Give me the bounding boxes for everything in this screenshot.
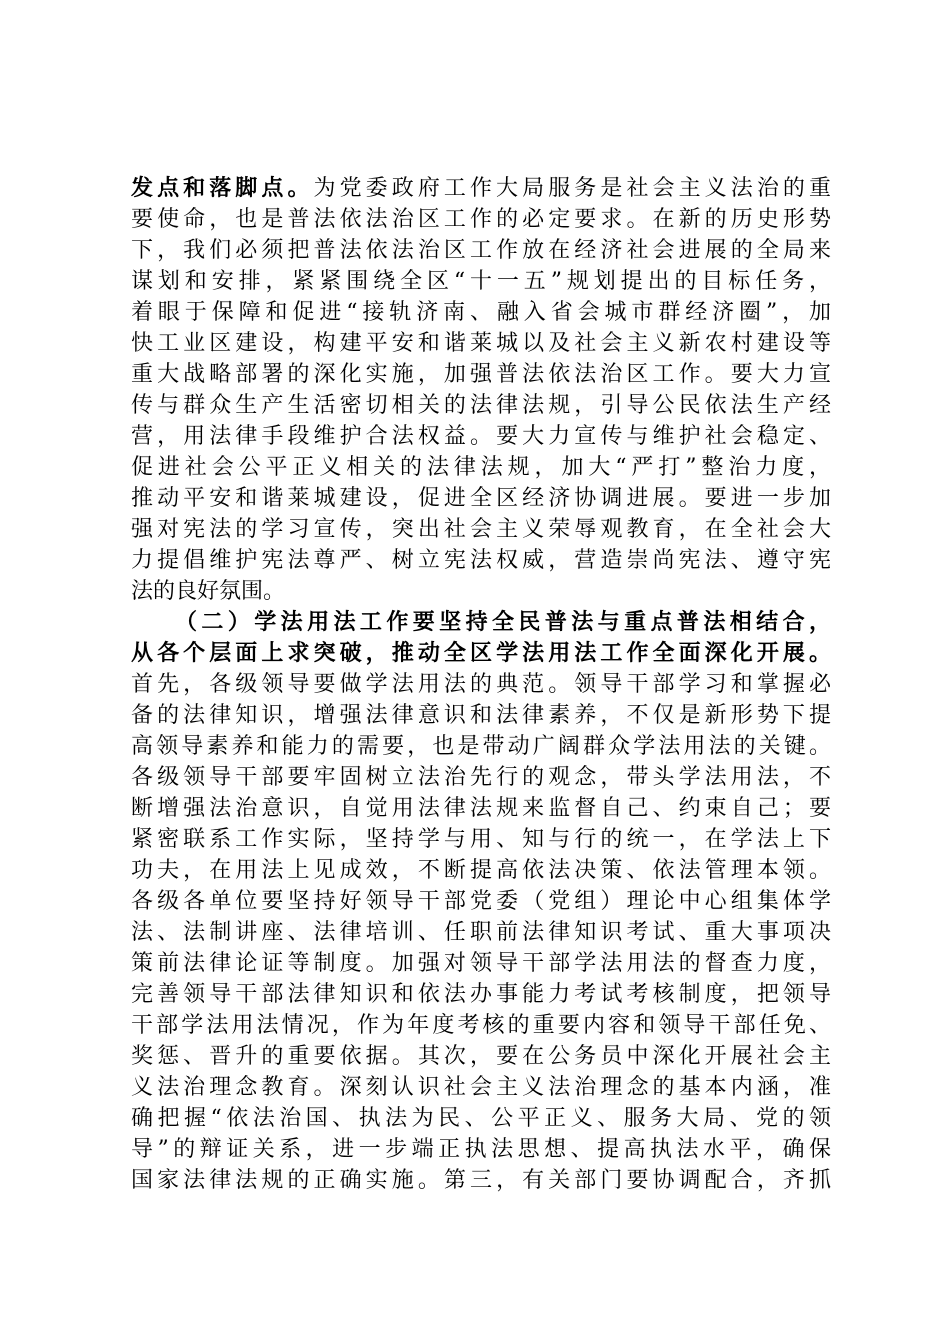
text-line: 重大战略部署的深化实施，加强普法依法治区工作。要大力宣 — [131, 362, 831, 387]
text-span: 为党委政府工作大局服务是社会主义法治的重 — [313, 176, 831, 201]
document-body — [131, 173, 831, 1196]
section-heading-line: 从各个层面上求突破，推动全区学法用法工作全面深化开展。 — [131, 640, 831, 666]
text-line: 完善领导干部法律知识和依法办事能力考试考核制度，把领导 — [131, 982, 831, 1007]
text-line: 国家法律法规的正确实施。第三，有关部门要协调配合，齐抓 — [131, 1168, 831, 1193]
text-line: 快工业区建设，构建平安和谐莱城以及社会主义新农村建设等 — [131, 331, 831, 356]
text-line: 确把握“依法治国、执法为民、公平正义、服务大局、党的领 — [131, 1106, 831, 1131]
text-line: 谋划和安排，紧紧围绕全区“十一五”规划提出的目标任务， — [131, 269, 831, 294]
text-line — [131, 173, 831, 204]
text-line: 干部学法用法情况，作为年度考核的重要内容和领导干部任免、 — [131, 1013, 831, 1038]
text-line: 要使命，也是普法依法治区工作的必定要求。在新的历史形势 — [131, 207, 831, 232]
section-heading-line: （二）学法用法工作要坚持全民普法与重点普法相结合， — [175, 609, 831, 635]
text-line: 导”的辩证关系，进一步端正执法思想、提高执法水平，确保 — [131, 1137, 831, 1162]
text-line: 策前法律论证等制度。加强对领导干部学法用法的督查力度， — [131, 951, 831, 976]
text-line: 义法治理念教育。深刻认识社会主义法治理念的基本内涵，准 — [131, 1075, 831, 1100]
text-line: 各级领导干部要牢固树立法治先行的观念，带头学法用法，不 — [131, 765, 831, 790]
text-line: 促进社会公平正义相关的法律法规，加大“严打”整治力度， — [131, 455, 831, 480]
text-line: 法的良好氛围。 — [131, 579, 286, 604]
text-line: 强对宪法的学习宣传，突出社会主义荣辱观教育，在全社会大 — [131, 517, 831, 542]
text-line: 紧密联系工作实际，坚持学与用、知与行的统一，在学法上下 — [131, 827, 831, 852]
text-line: 高领导素养和能力的需要，也是带动广阔群众学法用法的关键。 — [131, 734, 831, 759]
text-line: 法、法制讲座、法律培训、任职前法律知识考试、重大事项决 — [131, 920, 831, 945]
text-line: 断增强法治意识，自觉用法律法规来监督自己、约束自己；要 — [131, 796, 831, 821]
paragraph-lead-bold: 发点和落脚点。 — [131, 175, 314, 201]
text-line: 下，我们必须把普法依法治区工作放在经济社会进展的全局来 — [131, 238, 831, 263]
text-line: 着眼于保障和促进“接轨济南、融入省会城市群经济圈”，加 — [131, 300, 831, 325]
text-line: 功夫，在用法上见成效，不断提高依法决策、依法管理本领。 — [131, 858, 831, 883]
text-line: 各级各单位要坚持好领导干部党委（党组）理论中心组集体学 — [131, 889, 831, 914]
text-line: 营，用法律手段维护合法权益。要大力宣传与维护社会稳定、 — [131, 424, 831, 449]
text-line: 推动平安和谐莱城建设，促进全区经济协调进展。要进一步加 — [131, 486, 831, 511]
text-line: 备的法律知识，增强法律意识和法律素养，不仅是新形势下提 — [131, 703, 831, 728]
text-line: 奖惩、晋升的重要依据。其次，要在公务员中深化开展社会主 — [131, 1044, 831, 1069]
text-line: 力提倡维护宪法尊严、树立宪法权威，营造崇尚宪法、遵守宪 — [131, 548, 831, 573]
text-line: 传与群众生产生活密切相关的法律法规，引导公民依法生产经 — [131, 393, 831, 418]
text-line: 首先，各级领导要做学法用法的典范。领导干部学习和掌握必 — [131, 672, 831, 697]
